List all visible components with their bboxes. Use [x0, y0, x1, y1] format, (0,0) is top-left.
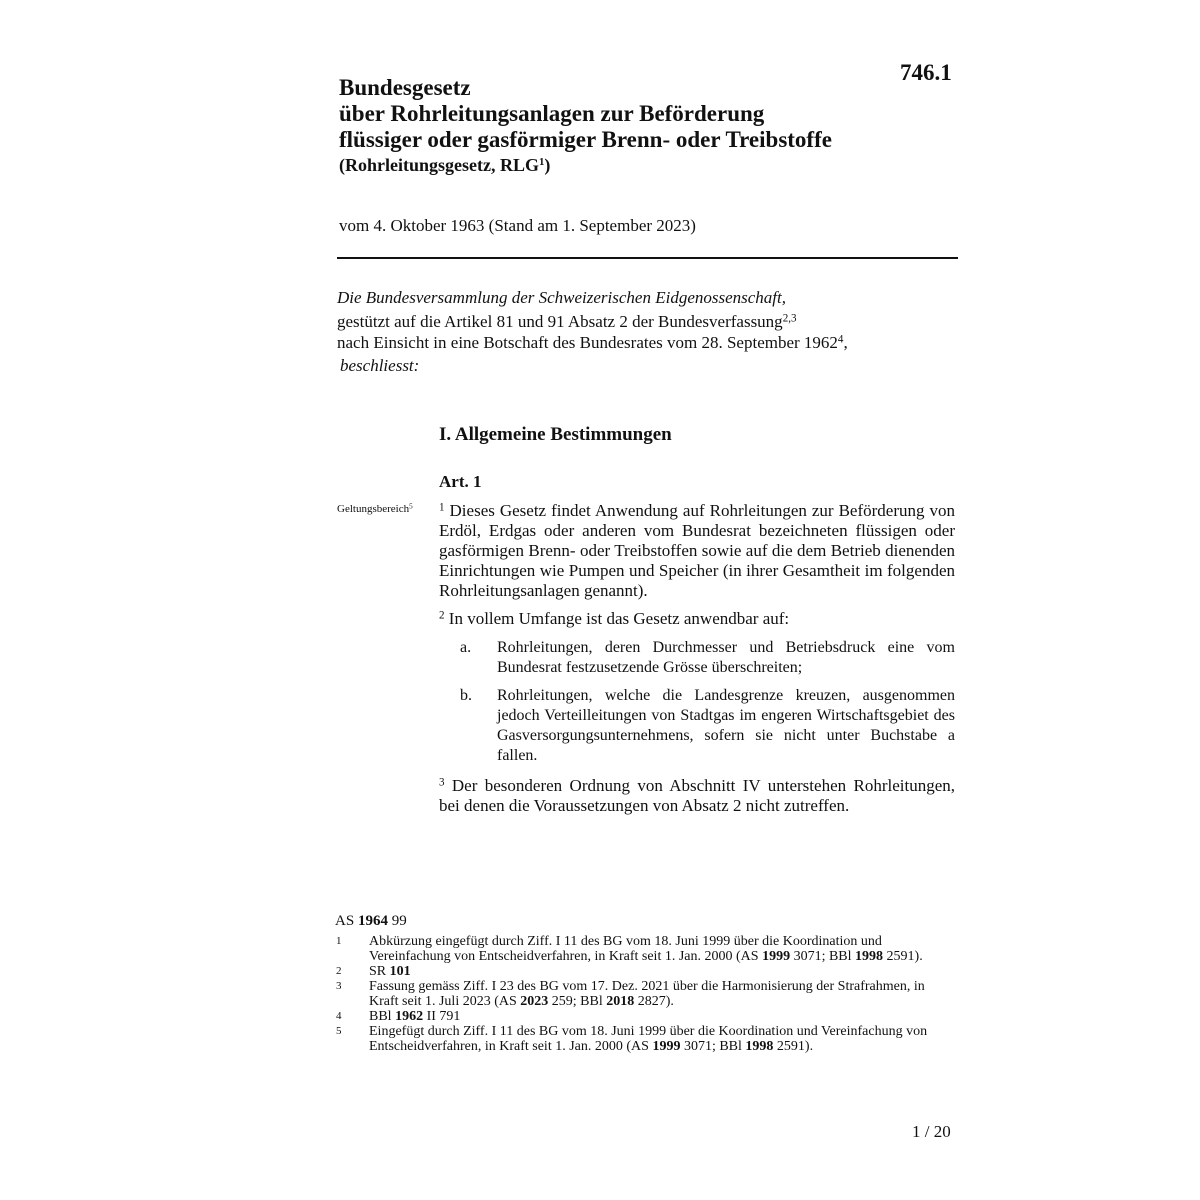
title-line: über Rohrleitungsanlagen zur Beförderung	[339, 101, 765, 126]
short-title-text: (Rohrleitungsgesetz, RLG	[339, 155, 539, 175]
footnote-number: 2	[336, 965, 342, 977]
footnote-ref[interactable]: 2,3	[782, 312, 797, 325]
footnote-text-part: 3071; BBl	[790, 949, 856, 964]
title-line: flüssiger oder gasförmiger Brenn- oder Treibstoffe	[339, 127, 832, 152]
paragraph-text: Dieses Gesetz findet Anwendung auf Rohrleitungen zur Beförderung von Erdöl, Erdgas oder anderen vom Bundesrat bezeichneten flüssigen oder gasförmigen Brenn- oder Treibstoffen sowie auf die dem Betrieb dienenden Einrichtungen wie Pumpen und Speicher (in ihrer Gesamtheit im folgenden Rohrleitungsanlagen genannt).	[439, 501, 955, 600]
footnote	[336, 1024, 956, 1054]
paragraph-number: 2	[439, 609, 445, 622]
footnote-number: 5	[336, 1025, 342, 1037]
footnote-text	[369, 1009, 956, 1024]
footnote-text-part: SR	[369, 964, 390, 979]
list-item-letter: b.	[460, 687, 472, 704]
short-title-end: )	[544, 155, 551, 175]
footnote-text-part: 2023	[520, 994, 549, 1009]
preamble-basis	[337, 311, 977, 332]
page-number: 1 / 20	[912, 1122, 951, 1141]
footnote-text-part: 1999	[762, 949, 791, 964]
paragraph-1	[439, 501, 955, 601]
footnote-ref[interactable]: 4	[837, 333, 844, 346]
footnote-text-part: 3071; BBl	[680, 1039, 746, 1054]
list-item-letter: a.	[460, 639, 472, 656]
paragraph-2	[439, 609, 955, 629]
footnote-text	[369, 1024, 956, 1054]
margin-note-text: Geltungsbereich	[337, 503, 410, 515]
footnote-text-part: 1998	[745, 1039, 774, 1054]
footnotes	[336, 934, 956, 1054]
list-item-b	[460, 686, 955, 766]
footnote-text-part: 259; BBl	[548, 994, 607, 1009]
preamble-message-end: ,	[843, 333, 848, 352]
margin-note	[337, 503, 413, 515]
section-heading: I. Allgemeine Bestimmungen	[439, 424, 672, 445]
article-heading: Art. 1	[439, 472, 482, 491]
footnote-text-part: 1962	[395, 1009, 424, 1024]
footnote-text-part: 101	[389, 964, 411, 979]
law-number: 746.1	[900, 60, 952, 85]
preamble-basis-text: gestützt auf die Artikel 81 und 91 Absatz 2 der Bundesverfassung	[337, 312, 783, 331]
date-line: vom 4. Oktober 1963 (Stand am 1. September 2023)	[339, 216, 696, 235]
preamble	[337, 287, 977, 376]
preamble-message	[337, 332, 977, 353]
footnote	[336, 1009, 956, 1024]
footnote-text-part: Fassung gemäss Ziff. I 23 des BG vom 17. Dez. 2021 über die Harmonisierung der Strafrahmen, in Kraft seit 1. Juli 2023 (AS	[369, 979, 925, 1009]
paragraph-3	[439, 776, 955, 816]
paragraph-text: Der besonderen Ordnung von Abschnitt IV unterstehen Rohrleitungen, bei denen die Voraussetzungen von Absatz 2 nicht zutreffen.	[439, 776, 955, 815]
footnote-number: 3	[336, 980, 342, 992]
list-item-a	[460, 638, 955, 678]
footnote-text-part: 1998	[855, 949, 884, 964]
short-title	[339, 155, 550, 176]
preamble-message-text: nach Einsicht in eine Botschaft des Bundesrates vom 28. September 1962	[337, 333, 838, 352]
footnote-text-part: 2827).	[634, 994, 674, 1009]
preamble-authority: Die Bundesversammlung der Schweizerischen Eidgenossenschaft,	[337, 288, 786, 307]
footnote-number: 1	[336, 935, 342, 947]
source-prefix: AS	[335, 913, 358, 929]
footnote-text	[369, 964, 956, 979]
footnote-ref[interactable]: 1	[538, 156, 545, 169]
preamble-decides: beschliesst:	[340, 356, 420, 375]
footnote-number: 4	[336, 1010, 342, 1022]
footnote-text	[369, 979, 956, 1009]
source-page: 99	[387, 913, 407, 929]
footnote-text-part: 2591).	[883, 949, 923, 964]
paragraph-number: 1	[439, 501, 445, 514]
footnote-text-part: Abkürzung eingefügt durch Ziff. I 11 des BG vom 18. Juni 1999 über die Koordination und Vereinfachung von Entscheidverfahren, in Kraft seit 1. Jan. 2000 (AS	[369, 934, 882, 964]
footnote	[336, 964, 956, 979]
source-reference	[335, 913, 407, 930]
source-year: 1964	[357, 913, 388, 929]
footnote-text-part: BBl	[369, 1009, 396, 1024]
footnote-ref[interactable]: 5	[409, 502, 413, 511]
footnote-text-part: 1999	[652, 1039, 681, 1054]
footnote-text	[369, 934, 956, 964]
title-line: Bundesgesetz	[339, 75, 471, 100]
footnote-text-part: II 791	[423, 1009, 461, 1024]
paragraph-number: 3	[439, 776, 445, 789]
footnote-text-part: 2018	[606, 994, 635, 1009]
footnote-text-part: Eingefügt durch Ziff. I 11 des BG vom 18. Juni 1999 über die Koordination und Vereinfachung von Entscheidverfahren, in Kraft seit 1. Jan. 2000 (AS	[369, 1024, 928, 1054]
footnote	[336, 934, 956, 964]
footnote	[336, 979, 956, 1009]
header-rule	[337, 257, 958, 259]
footnote-text-part: 2591).	[773, 1039, 814, 1054]
list-item-text: Rohrleitungen, welche die Landesgrenze kreuzen, ausgenommen jedoch Verteilleitungen von Stadtgas im engeren Wirtschaftsgebiet des Gasversorgungsunternehmens, sofern sie nicht unter Buchstabe a fallen.	[497, 687, 955, 764]
paragraph-text: In vollem Umfange ist das Gesetz anwendbar auf:	[448, 609, 790, 628]
list-item-text: Rohrleitungen, deren Durchmesser und Betriebsdruck eine vom Bundesrat festzusetzende Grösse überschreiten;	[497, 639, 955, 676]
law-title	[339, 75, 832, 153]
